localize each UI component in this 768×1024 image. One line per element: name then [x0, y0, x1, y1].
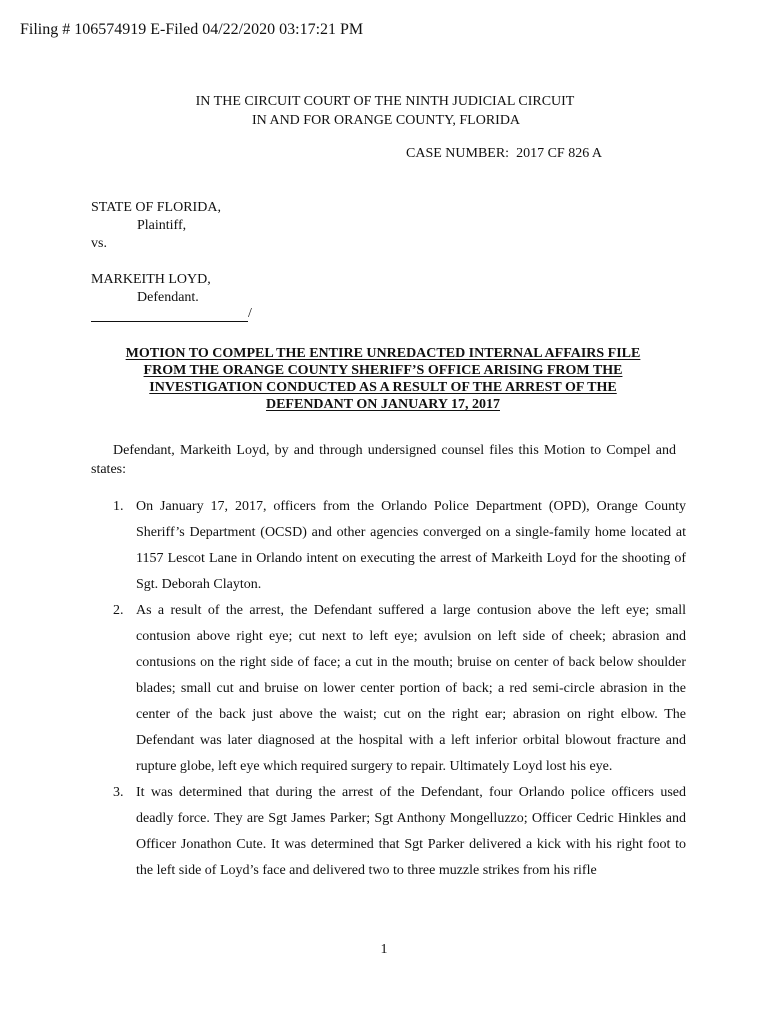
defendant-role: Defendant.	[137, 290, 199, 305]
caption-underline	[91, 307, 248, 322]
item-number: 1.	[113, 499, 124, 514]
motion-title	[90, 345, 676, 413]
case-number: CASE NUMBER: 2017 CF 826 A	[406, 146, 603, 161]
list-item	[91, 780, 686, 884]
item-number: 2.	[113, 603, 124, 618]
versus-label: vs.	[91, 236, 107, 251]
motion-title-line: MOTION TO COMPEL THE ENTIRE UNREDACTED INTERNAL AFFAIRS FILE	[125, 346, 641, 361]
item-number: 3.	[113, 785, 124, 800]
list-item	[91, 494, 686, 598]
plaintiff-name: STATE OF FLORIDA,	[91, 200, 221, 215]
item-text: As a result of the arrest, the Defendant suffered a large contusion above the left eye; small contusion above right eye; cut next to left eye; avulsion on left side of cheek; abrasion and contusions on the right side of face; a cut in the mouth; bruise on center of back below shoulder blades; small cut and bruise on lower center portion of back; a red semi-circle abrasion in the center of the back just above the waist; cut on the right ear; abrasion on right elbow. The Defendant was later diagnosed at the hospital with a left inferior orbital blowout fracture and rupture globe, left eye which required surgery to repair. Ultimately Loyd lost his eye.	[136, 603, 686, 774]
caption-divider	[91, 306, 252, 322]
motion-title-line: INVESTIGATION CONDUCTED AS A RESULT OF THE ARREST OF THE	[149, 380, 617, 395]
intro-paragraph: Defendant, Markeith Loyd, by and through undersigned counsel files this Motion to Compel and states:	[91, 443, 676, 477]
motion-title-line: FROM THE ORANGE COUNTY SHERIFF’S OFFICE ARISING FROM THE	[143, 363, 623, 378]
motion-title-line: DEFENDANT ON JANUARY 17, 2017	[265, 397, 500, 412]
caption-slash: /	[248, 306, 252, 321]
plaintiff-role: Plaintiff,	[137, 218, 187, 233]
item-text: On January 17, 2017, officers from the Orlando Police Department (OPD), Orange County Sheriff’s Department (OCSD) and other agencies converged on a single-family home located at 1157 Lescot Lane in Orlando intent on executing the arrest of Markeith Loyd for the shooting of Sgt. Deborah Clayton.	[136, 499, 686, 592]
page-number: 1	[380, 942, 388, 957]
court-county: IN AND FOR ORANGE COUNTY, FLORIDA	[251, 113, 521, 128]
filing-stamp: Filing # 106574919 E-Filed 04/22/2020 03:17:21 PM	[20, 21, 364, 38]
list-item	[91, 598, 686, 780]
court-name: IN THE CIRCUIT COURT OF THE NINTH JUDICIAL CIRCUIT	[195, 94, 575, 109]
defendant-name: MARKEITH LOYD,	[91, 272, 211, 287]
numbered-list	[91, 494, 686, 884]
item-text: It was determined that during the arrest of the Defendant, four Orlando police officers used deadly force. They are Sgt James Parker; Sgt Anthony Mongelluzzo; Officer Cedric Hinkles and Officer Jonathon Cute. It was determined that Sgt Parker delivered a kick with his right foot to the left side of Loyd’s face and delivered two to three muzzle strikes from his rifle	[136, 785, 686, 878]
